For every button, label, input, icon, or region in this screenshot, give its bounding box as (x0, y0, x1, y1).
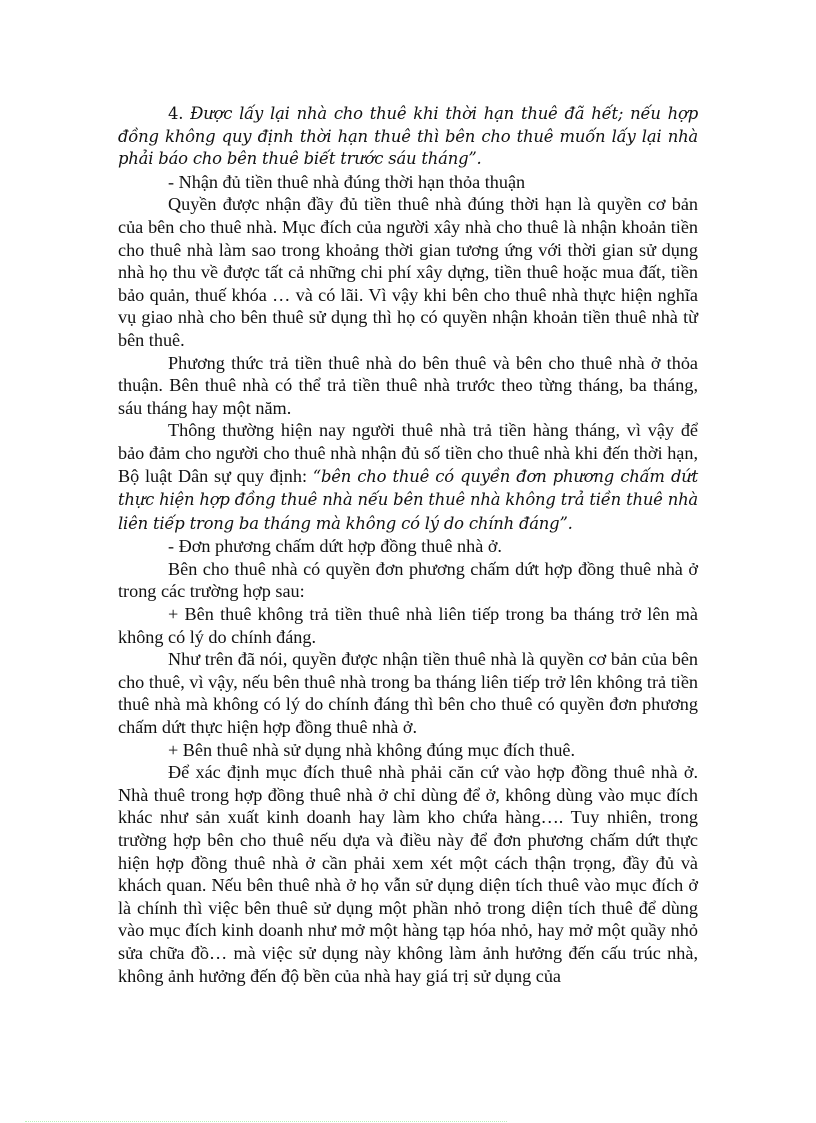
quoted-clause-4 (118, 103, 698, 171)
paragraph-civil-code (118, 419, 698, 535)
clause-number: 4. (168, 104, 184, 123)
case-1: + Bên thuê không trả tiền thuê nhà liên tiếp trong ba tháng trở lên mà không có lý do chính đáng. (118, 604, 698, 647)
document-page (118, 103, 698, 987)
paragraph-case-1-explain: Như trên đã nói, quyền được nhận tiền thuê nhà là quyền cơ bản của bên cho thuê, vì vậy, nếu bên thuê nhà trong ba tháng liên tiếp trở lên không trả tiền thuê nhà mà không có lý do chính đáng thì bên cho thuê có quyền đơn phương chấm dứt thực hiện hợp đồng thuê nhà ở. (118, 649, 698, 738)
paragraph-case-2-explain: Để xác định mục đích thuê nhà phải căn cứ vào hợp đồng thuê nhà ở. Nhà thuê trong hợp đồng thuê nhà ở chỉ dùng để ở, không dùng vào mục đích khác như sản xuất kinh doanh hay làm kho chứa hàng…. Tuy nhiên, trong trường hợp bên cho thuê nếu dựa và điều này để đơn phương chấm dứt thực hiện hợp đồng thuê nhà ở cần phải xem xét một cách thận trọng, đầy đủ và khách quan. Nếu bên thuê nhà ở họ vẫn sử dụng diện tích thuê vào mục đích ở là chính thì việc bên thuê sử dụng một phần nhỏ trong diện tích thuê để dùng vào mục đích kinh doanh như mở một hàng tạp hóa nhỏ, hay mở một quầy nhỏ sửa chữa đồ… mà việc sử dụng này không làm ảnh hưởng đến cấu trúc nhà, không ảnh hưởng đến độ bền của nhà hay giá trị sử dụng của (118, 762, 698, 986)
heading-terminate: - Đơn phương chấm dứt hợp đồng thuê nhà ở. (168, 536, 502, 557)
paragraph-right-to-rent: Quyền được nhận đầy đủ tiền thuê nhà đúng thời hạn là quyền cơ bản của bên cho thuê nhà. Mục đích của người xây nhà cho thuê là nhận khoản tiền cho thuê nhà làm sao trong khoảng thời gian tương ứng với thời gian sử dụng nhà họ thu về được tất cả những chi phí xây dựng, tiền thuê hoặc mua đất, tiền bảo quản, thuế khóa … và có lãi. Vì vậy khi bên cho thuê nhà thực hiện nghĩa vụ giao nhà cho bên thuê sử dụng thì họ có quyền nhận khoản tiền thuê nhà từ bên thuê. (118, 194, 698, 350)
heading-receive-rent: - Nhận đủ tiền thuê nhà đúng thời hạn thỏa thuận (168, 171, 526, 192)
paragraph-terminate-cases: Bên cho thuê nhà có quyền đơn phương chấm dứt hợp đồng thuê nhà ở trong các trường hợp sau: (118, 558, 698, 602)
page-bottom-dotted-rule (25, 1121, 507, 1122)
paragraph-payment-method: Phương thức trả tiền thuê nhà do bên thuê và bên cho thuê nhà ở thỏa thuận. Bên thuê nhà có thể trả tiền thuê nhà trước theo từng tháng, ba tháng, sáu tháng hay một năm. (118, 352, 698, 418)
civil-code-quote: “bên cho thuê có quyền đơn phương chấm dứt thực hiện hợp đồng thuê nhà nếu bên thuê nhà không trả tiền thuê nhà liên tiếp trong ba tháng mà không có lý do chính đáng”. (118, 466, 698, 533)
clause-text: Được lấy lại nhà cho thuê khi thời hạn thuê đã hết; nếu hợp đồng không quy định thời hạn thuê thì bên cho thuê muốn lấy lại nhà phải báo cho bên thuê biết trước sáu tháng”. (118, 104, 698, 169)
civil-code-intro: Thông thường hiện nay người thuê nhà trả tiền hàng tháng, vì vậy để bảo đảm cho người cho thuê nhà nhận đủ số tiền cho thuê nhà khi đến thời hạn, Bộ luật Dân sự quy định: (118, 420, 698, 486)
case-2: + Bên thuê nhà sử dụng nhà không đúng mục đích thuê. (168, 739, 576, 760)
